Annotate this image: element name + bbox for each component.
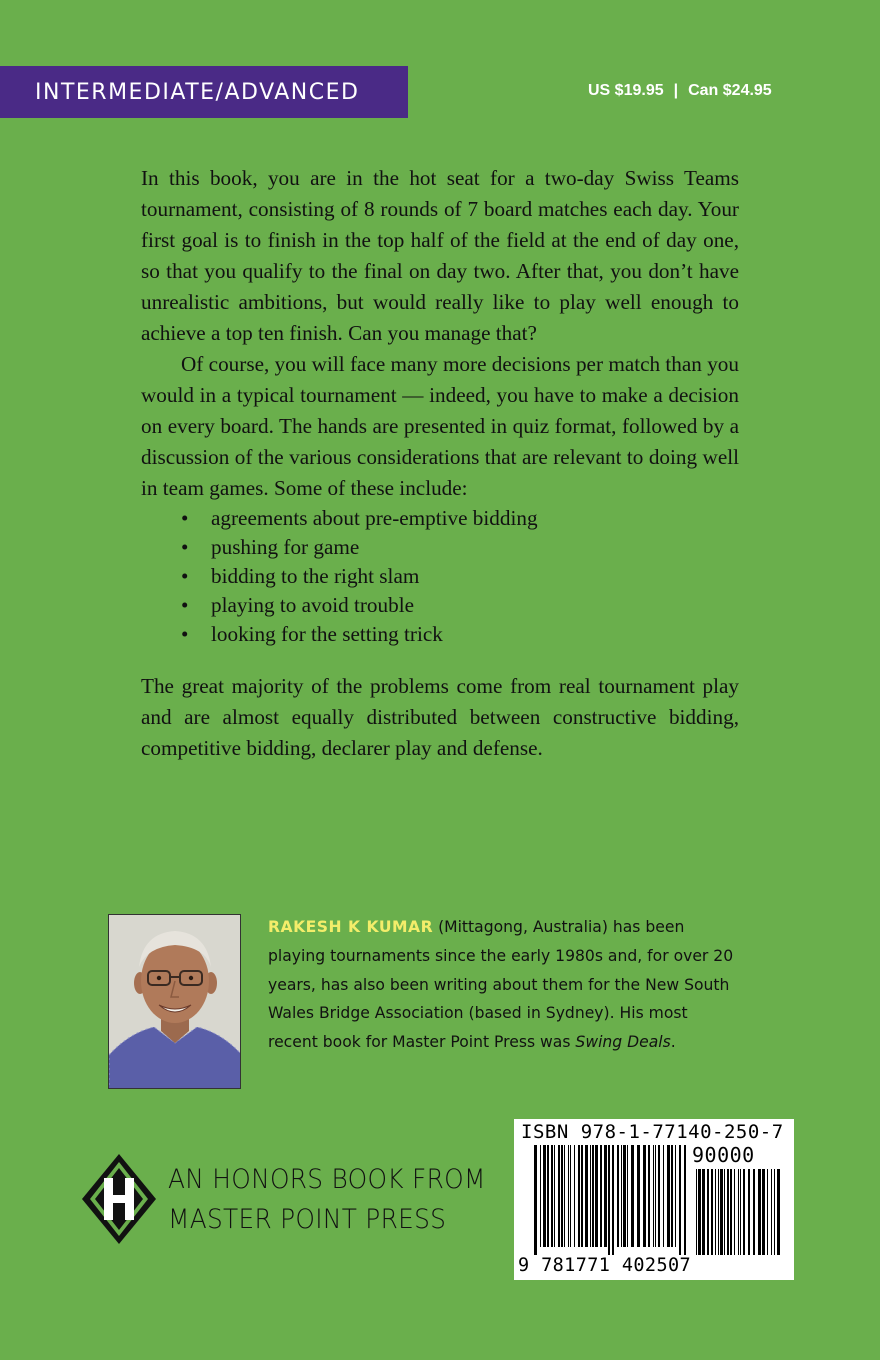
publisher-line-1: AN HONORS BOOK FROM	[168, 1164, 486, 1195]
barcode-bar	[564, 1145, 565, 1247]
barcode-bar	[578, 1145, 580, 1247]
barcode-bar	[551, 1145, 553, 1247]
addon-digits: 90000	[692, 1143, 755, 1167]
barcode-bar	[748, 1169, 750, 1255]
barcode-bar	[702, 1169, 705, 1255]
barcode-bar	[727, 1169, 729, 1255]
barcode-bar	[667, 1145, 670, 1247]
barcode-bar	[658, 1145, 660, 1247]
topic-list	[141, 504, 739, 649]
barcode-bar	[581, 1145, 583, 1247]
price-separator: |	[673, 82, 679, 99]
barcode-bar	[627, 1145, 628, 1247]
level-banner	[0, 66, 408, 118]
barcode-bar	[617, 1145, 619, 1247]
author-bio-end: .	[670, 1033, 676, 1052]
barcode-bar	[608, 1145, 610, 1255]
barcode-bar	[707, 1169, 709, 1255]
barcode-bar	[568, 1145, 569, 1247]
level-label: INTERMEDIATE/ADVANCED	[35, 79, 360, 105]
publisher-line-2: MASTER POINT PRESS	[168, 1204, 447, 1235]
author-name: RAKESH K KUMAR	[268, 918, 434, 936]
barcode-bar	[711, 1169, 713, 1255]
list-item: • pushing for game	[181, 533, 739, 562]
addon-barcode	[696, 1169, 780, 1255]
barcode-bar	[758, 1169, 761, 1255]
barcode-bar	[637, 1145, 640, 1247]
barcode-bar	[762, 1169, 765, 1255]
barcode-bar	[724, 1169, 725, 1255]
isbn-label: ISBN 978-1-77140-250-7	[521, 1121, 784, 1143]
barcode-bar	[777, 1169, 780, 1255]
barcode-bar	[547, 1145, 549, 1247]
ean-digits: 9 781771 402507	[518, 1255, 692, 1276]
barcode-bar	[595, 1145, 598, 1247]
barcode-bar	[696, 1169, 697, 1255]
author-bio-text: (Mittagong, Australia) has been playing tournaments since the early 1980s and, for over 20 years, has also been writing about them for the New South Wales Bridge Association (based in Sydney). His most recent book for Master Point Press was	[268, 918, 734, 1052]
blurb-paragraph-2: Of course, you will face many more decisions per match than you would in a typical tournament — indeed, you have to make a decision on every board. The hands are presented in quiz format, followed by a discussion of the various considerations that are relevant to doing well in team games. Some of these include:	[141, 352, 739, 500]
previous-book-title: Swing Deals	[575, 1033, 671, 1052]
barcode-bar	[570, 1145, 571, 1247]
barcode-bar	[698, 1169, 701, 1255]
barcode-bar	[655, 1145, 656, 1247]
publisher-imprint	[168, 1160, 486, 1240]
price-line	[588, 82, 772, 100]
list-item: • looking for the setting trick	[181, 620, 739, 649]
barcode-bar	[574, 1145, 575, 1247]
barcode-bar	[675, 1145, 676, 1247]
blurb-paragraph-1: In this book, you are in the hot seat for a two-day Swiss Teams tournament, consisting of 8 rounds of 7 board matches each day. Your first goal is to finish in the top half of the field at the end of day one, so that you qualify to the final on day two. After that, you don’t have unrealistic ambitions, but would really like to play well enough to achieve a top ten finish. Can you manage that?	[141, 166, 739, 345]
list-item: • bidding to the right slam	[181, 562, 739, 591]
barcode-bar	[561, 1145, 563, 1247]
barcode-bar	[648, 1145, 650, 1247]
list-item: • playing to avoid trouble	[181, 591, 739, 620]
barcode-bar	[738, 1169, 739, 1255]
barcode-bar	[631, 1145, 634, 1247]
barcode-bar	[715, 1169, 716, 1255]
barcode-box	[514, 1119, 794, 1280]
author-photo	[108, 914, 241, 1089]
barcode-bar	[734, 1169, 735, 1255]
barcode-bar	[743, 1169, 745, 1255]
barcode-bar	[753, 1169, 755, 1255]
barcode-bar	[771, 1169, 772, 1255]
author-bio	[268, 913, 738, 1057]
honors-logo	[80, 1152, 158, 1246]
barcode-bar	[592, 1145, 594, 1247]
barcode-bar	[585, 1145, 588, 1247]
barcode-bar	[534, 1145, 537, 1255]
barcode-bar	[604, 1145, 607, 1247]
barcode-bar	[590, 1145, 591, 1247]
barcode-bar	[720, 1169, 723, 1255]
barcode-bar	[653, 1145, 654, 1247]
price-can: Can $24.95	[688, 82, 772, 99]
ean-barcode	[534, 1145, 686, 1255]
barcode-bar	[600, 1145, 602, 1247]
barcode-bar	[621, 1145, 622, 1247]
barcode-bar	[718, 1169, 719, 1255]
barcode-bar	[663, 1145, 664, 1247]
barcode-bar	[740, 1169, 741, 1255]
back-cover-blurb	[141, 163, 739, 764]
list-item: • agreements about pre-emptive bidding	[181, 504, 739, 533]
barcode-bar	[554, 1145, 555, 1247]
barcode-bar	[612, 1145, 614, 1255]
barcode-bar	[730, 1169, 732, 1255]
barcode-bar	[679, 1145, 681, 1255]
honors-h-icon	[80, 1152, 158, 1246]
barcode-bar	[671, 1145, 673, 1247]
barcode-bar	[643, 1145, 646, 1247]
barcode-bar	[774, 1169, 775, 1255]
barcode-bar	[684, 1145, 686, 1255]
barcode-bar	[767, 1169, 768, 1255]
barcode-bar	[623, 1145, 626, 1247]
barcode-bar	[543, 1145, 546, 1247]
author-portrait-icon	[109, 915, 241, 1089]
price-us: US $19.95	[588, 82, 664, 99]
barcode-bar	[558, 1145, 560, 1247]
barcode-bar	[540, 1145, 541, 1247]
blurb-closing: The great majority of the problems come from real tournament play and are almost equally distributed between constructive bidding, competitive bidding, declarer play and defense.	[141, 674, 739, 760]
